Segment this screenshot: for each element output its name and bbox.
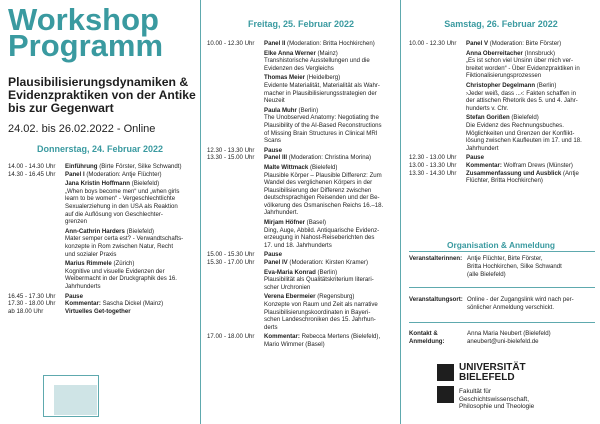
note: (Moderation: Kirsten Kramer) bbox=[287, 259, 368, 267]
talk-title: Plausibility of the AI-Based Reconstructions bbox=[264, 121, 382, 129]
talk-title: scher Urchronien bbox=[264, 283, 311, 291]
talk-title: Kognitive und visuelle Evidenzen der bbox=[65, 267, 165, 275]
talk bbox=[409, 82, 599, 112]
column-friday bbox=[200, 0, 401, 424]
talk bbox=[207, 107, 399, 145]
talk-title: Möglichkeiten und Grenzen der Konflikt- bbox=[466, 129, 575, 137]
note: (Moderation: Birte Förster) bbox=[488, 40, 562, 47]
value: Antje Flüchter, Birte Förster, bbox=[467, 255, 543, 262]
talk-title: Wandel des verglichenen Körpers in der bbox=[264, 179, 373, 187]
faculty-line: Fakultät für bbox=[459, 388, 491, 395]
speaker: Thomas Meier bbox=[264, 74, 305, 82]
schedule-row bbox=[8, 308, 198, 316]
page-title bbox=[8, 2, 164, 63]
speaker: Stefan Gorißen bbox=[466, 114, 510, 122]
label: Kommentar: bbox=[466, 161, 502, 169]
talk-title: 17. und 18. Jahrhunderts bbox=[264, 241, 332, 249]
talk-title: Plausibilität als Qualitätskriterium literari- bbox=[264, 276, 374, 284]
speaker: Malte Wittmack bbox=[264, 163, 309, 171]
institution: (Basel) bbox=[304, 219, 326, 227]
talk-title: Scans bbox=[264, 137, 281, 145]
talk-title: Plausible Körper – Plausible Differenz: Zum bbox=[264, 171, 382, 179]
institution: (Regensburg) bbox=[315, 293, 355, 301]
speaker: Marius Rimmele bbox=[65, 260, 112, 268]
venue bbox=[409, 296, 597, 312]
talk-title: und sozialer Praxis bbox=[65, 250, 117, 258]
talk bbox=[207, 164, 399, 217]
faculty-line: Philosophie und Theologie bbox=[459, 403, 535, 411]
workshop-dates: 24.02. bis 26.02.2022 - Online bbox=[8, 123, 156, 135]
talk-title: erzeugung in Nahost-Reiseberichten des bbox=[264, 234, 375, 242]
talk-title: Weibermacht in der Druckgraphik des 16. bbox=[65, 275, 177, 283]
label: Einführung bbox=[65, 163, 98, 170]
note: (Antje bbox=[561, 169, 579, 177]
time: 15.00 - 15.30 Uhr bbox=[207, 251, 255, 259]
org-heading: Organisation & Anmeldung bbox=[446, 240, 556, 250]
university-logo bbox=[437, 364, 597, 424]
logo-line: UNIVERSITÄT bbox=[459, 362, 526, 373]
organizers bbox=[409, 255, 597, 279]
talk-title: deutschsprachigen Reisenden und der Be- bbox=[264, 194, 380, 202]
label: Veranstalterinnen: bbox=[409, 255, 463, 262]
column-saturday bbox=[400, 0, 600, 424]
note: (Moderation: Christina Morina) bbox=[287, 154, 372, 162]
time: 15.30 - 17.00 Uhr bbox=[207, 259, 255, 267]
divider bbox=[409, 287, 595, 288]
speaker: Eva-Maria Konrad bbox=[264, 268, 316, 276]
schedule-row bbox=[8, 293, 198, 301]
speaker: Paula Muhr bbox=[264, 106, 297, 114]
talk bbox=[8, 228, 198, 258]
label: Pause bbox=[466, 154, 484, 162]
talk-title: Konzepte von Raum und Zeit als narrative bbox=[264, 301, 378, 308]
institution: (Berlin) bbox=[296, 106, 319, 114]
speaker: Verena Ebermeier bbox=[264, 293, 316, 301]
label: Anmeldung: bbox=[409, 338, 445, 345]
talk-title: lösung zwischen Kaufleuten im 17. und 18. bbox=[466, 137, 582, 145]
talk bbox=[207, 269, 399, 292]
speaker: Elke Anna Werner bbox=[264, 49, 316, 57]
talk bbox=[207, 74, 399, 104]
time: 12.30 - 13.00 Uhr bbox=[409, 154, 457, 162]
faculty-line: Geschichtswissenschaft, bbox=[459, 395, 529, 403]
talk-title: Neuzeit bbox=[264, 97, 285, 105]
note: (Moderation: Britta Hochkirchen) bbox=[285, 40, 375, 47]
time: 12.30 - 13.30 Uhr bbox=[207, 146, 255, 154]
schedule-row bbox=[409, 154, 599, 162]
talk-title: Plausibilisierung der Differenz zwischen bbox=[264, 186, 372, 194]
time: 13.30 - 14.30 Uhr bbox=[409, 169, 457, 177]
value: Anna Maria Neubert (Bielefeld) bbox=[467, 330, 551, 337]
schedule-row bbox=[409, 162, 599, 170]
value: sönlicher Anmeldung verschickt. bbox=[467, 304, 555, 311]
label: Kommentar: bbox=[65, 300, 101, 308]
label: Panel V bbox=[466, 40, 489, 47]
value: Online - der Zugangslink wird nach per- bbox=[467, 296, 574, 303]
note: Flüchter, Britta Hochkirchen) bbox=[466, 177, 543, 185]
label: Panel IV bbox=[264, 259, 288, 267]
time: 10.00 - 12.30 Uhr bbox=[207, 40, 255, 47]
institution: (Bielefeld) bbox=[124, 227, 155, 235]
talk-title: Evidente Materialität, Materialität als Wahr- bbox=[264, 81, 380, 89]
note: Sascha Dickel (Mainz) bbox=[100, 300, 164, 308]
talk-title: Transhistorische Ausstellungen und die bbox=[264, 57, 370, 65]
title-line1: Workshop bbox=[8, 2, 159, 37]
email-link[interactable]: aneubert@uni-bielefeld.de bbox=[467, 338, 539, 345]
title-line2: Programm bbox=[8, 28, 164, 63]
talk-title: Sexualerziehung in den USA als Reaktion bbox=[65, 202, 178, 210]
talk-title: Evidenzen des Vergleichs bbox=[264, 64, 334, 72]
time: 14.00 - 14.30 Uhr bbox=[8, 163, 56, 170]
talk-title: konzepte in Rom zwischen Natur, Recht bbox=[65, 242, 174, 250]
institution: (Zürich) bbox=[111, 260, 135, 268]
label: Kontakt & bbox=[409, 330, 438, 337]
institution: (Berlin) bbox=[315, 268, 338, 276]
day-heading-thursday: Donnerstag, 24. Februar 2022 bbox=[36, 144, 164, 154]
time: ab 18.00 Uhr bbox=[8, 307, 44, 315]
workshop-subtitle: Plausibilisierungsdynamiken & Evidenzpraktiken von der Antike bis zur Gegenwart bbox=[8, 75, 196, 115]
talk-title: Plausibilisierungskoordinaten in Bayeri- bbox=[264, 308, 371, 316]
time: 13.30 - 15.00 Uhr bbox=[207, 154, 255, 162]
schedule-row bbox=[207, 147, 399, 155]
institution: (Bielefeld) bbox=[509, 114, 539, 122]
column-thursday bbox=[0, 0, 200, 424]
talk-title: Jahrhundert. bbox=[264, 209, 299, 217]
logo-line: BIELEFELD bbox=[459, 372, 515, 383]
schedule-row bbox=[207, 259, 399, 267]
talk-title: learn to be women“ - Vergeschlechtlichte bbox=[65, 195, 176, 203]
speaker: Jana Kristin Hoffmann bbox=[65, 180, 131, 188]
institution: (Bielefeld) bbox=[130, 180, 160, 188]
schedule-row bbox=[8, 300, 198, 308]
note: Wolfram Drews (Münster) bbox=[501, 161, 573, 169]
logo-mark-icon bbox=[437, 364, 454, 381]
talk-title: Jahrhundert bbox=[466, 144, 499, 152]
value: Britta Hochkirchen, Silke Schwandt bbox=[467, 263, 562, 270]
label: Veranstaltungsort: bbox=[409, 296, 463, 303]
label: Pause bbox=[264, 251, 282, 259]
talk bbox=[409, 50, 599, 80]
label: Kommentar: bbox=[264, 333, 300, 341]
institution: (Innsbruck) bbox=[522, 49, 556, 57]
talk-title: schen Landeschroniken des 15. Jahrhun- bbox=[264, 316, 376, 324]
talk bbox=[207, 293, 399, 331]
note: Rebecca Mertens (Bielefeld), bbox=[299, 333, 381, 341]
schedule-row bbox=[207, 333, 399, 341]
note: (Birte Förster, Silke Schwandt) bbox=[97, 163, 182, 170]
talk-title: Die Evidenz des Rechnungsbuches. bbox=[466, 121, 564, 129]
day-heading-friday: Freitag, 25. Februar 2022 bbox=[247, 19, 355, 29]
talk bbox=[207, 219, 399, 249]
talk-title: Fiktionalisierungsprozessen bbox=[466, 72, 542, 80]
label: Panel I bbox=[65, 170, 85, 178]
schedule-row bbox=[207, 251, 399, 259]
label: Panel III bbox=[264, 154, 288, 162]
contact bbox=[409, 330, 597, 346]
talk-title: ›Jeder weiß, dass ...‹: Fakten schaffen in bbox=[466, 89, 576, 97]
talk-title: The Unobserved Anatomy: Negotiating the bbox=[264, 114, 379, 122]
saturday-schedule bbox=[409, 40, 599, 185]
logo-text bbox=[459, 363, 526, 383]
speaker: Ann-Cathrin Harders bbox=[65, 227, 125, 235]
time: 16.45 - 17.30 Uhr bbox=[8, 292, 56, 300]
talk-title: „Es ist schon viel Unsinn über mich ver- bbox=[466, 57, 574, 65]
label: Pause bbox=[264, 146, 282, 154]
time: 14.30 - 16.45 Uhr bbox=[8, 170, 56, 178]
thursday-schedule bbox=[8, 163, 198, 315]
institution: (Heidelberg) bbox=[304, 74, 341, 82]
note: (Moderation: Antje Flüchter) bbox=[84, 170, 162, 178]
talk-title: derts bbox=[264, 323, 278, 331]
talk bbox=[8, 180, 198, 226]
talk-title: der attischen Rhetorik des 5. und 4. Jahr- bbox=[466, 97, 578, 105]
friday-schedule bbox=[207, 40, 399, 349]
time: 17.00 - 18.00 Uhr bbox=[207, 333, 255, 341]
schedule-row bbox=[409, 40, 599, 48]
talk-title: Ding, Auge, Abbild. Antiquarische Evidenz- bbox=[264, 226, 380, 234]
value: (alle Bielefeld) bbox=[467, 271, 506, 278]
note: Mario Wimmer (Basel) bbox=[264, 340, 325, 348]
talk-title: grenzen bbox=[65, 218, 88, 226]
talk-title: Jahrhunderts bbox=[65, 282, 101, 290]
talk-title: „When boys become men“ und „when girls bbox=[65, 187, 180, 195]
talk-title: auf die Auflösung von Geschlechter- bbox=[65, 210, 163, 218]
divider bbox=[409, 251, 595, 252]
talk-title: hunderts v. Chr. bbox=[466, 104, 509, 112]
schedule-row bbox=[8, 171, 198, 179]
speaker: Anna Oberreitacher bbox=[466, 49, 523, 57]
schedule-row bbox=[207, 154, 399, 162]
label: Virtuelles Get-together bbox=[65, 307, 131, 315]
schedule-row bbox=[207, 40, 399, 48]
institution: (Berlin) bbox=[535, 81, 557, 89]
day-heading-saturday: Samstag, 26. Februar 2022 bbox=[444, 19, 558, 29]
institution: (Bielefeld) bbox=[308, 163, 338, 171]
talk bbox=[8, 260, 198, 290]
label: Panel II bbox=[264, 40, 286, 47]
schedule-row bbox=[409, 170, 599, 178]
talk-title: macher in Plausibilisierungsstrategien der bbox=[264, 89, 377, 97]
faculty-text bbox=[459, 388, 534, 411]
talk bbox=[207, 50, 399, 73]
institution: (Mainz) bbox=[315, 49, 338, 57]
time: 17.30 - 18.00 Uhr bbox=[8, 300, 56, 308]
logo-mark-icon bbox=[437, 386, 454, 403]
talk-title: breitet worden“ - Über Evidenzpraktiken in bbox=[466, 64, 580, 72]
speaker: Christopher Degelmann bbox=[466, 81, 536, 89]
label: Zusammenfassung und Ausblick bbox=[466, 169, 562, 177]
time: 13.00 - 13.30 Uhr bbox=[409, 161, 457, 169]
decorative-square-filled bbox=[54, 385, 97, 415]
divider bbox=[409, 322, 595, 323]
label: Pause bbox=[65, 292, 83, 300]
talk bbox=[409, 114, 599, 152]
schedule-row bbox=[8, 163, 198, 171]
talk-title: of Missing Brain Structures in Clinical MRI bbox=[264, 129, 378, 137]
speaker: Mirjam Höfner bbox=[264, 219, 305, 227]
talk-title: völkerung des Osmanischen Reichs 16.–18. bbox=[264, 201, 384, 209]
time: 10.00 - 12.30 Uhr bbox=[409, 40, 457, 47]
talk-title: Mater semper certa est? - Verwandtschafts- bbox=[65, 235, 184, 243]
